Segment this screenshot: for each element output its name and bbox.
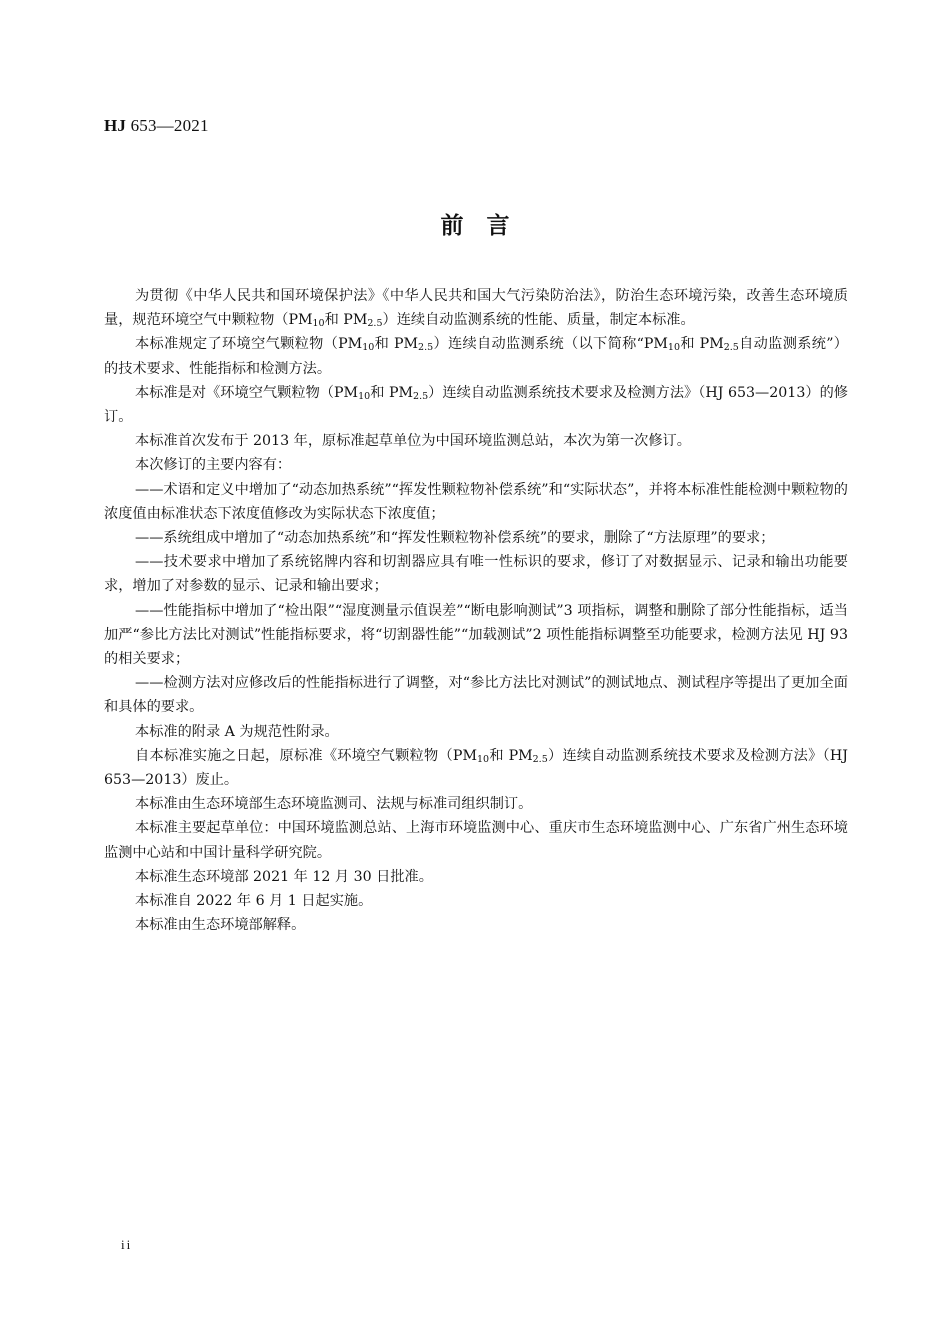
standard-code-header	[104, 116, 209, 136]
paragraph-drafters: 本标准主要起草单位：中国环境监测总站、上海市环境监测中心、重庆市生态环境监测中心、广东省广州生态环境监测中心站和中国计量科学研究院。	[104, 820, 848, 861]
paragraph-scope: 本标准规定了环境空气颗粒物（$PM_{10}$和 $PM_{2.5}$）连续自动监测系统（以下简称“$PM_{10}$和 $PM_{2.5}$自动监测系统”）的技术要求、性能指标和检测方法。	[104, 336, 848, 377]
paragraph-abolish: 自本标准实施之日起，原标准《环境空气颗粒物（$PM_{10}$和 $PM_{2.5}$）连续自动监测系统技术要求及检测方法》（HJ 653—2013）废止。	[104, 747, 848, 789]
paragraph-effective-date: 本标准自 2022 年 6 月 1 日起实施。	[135, 893, 373, 910]
paragraph-approval-date: 本标准生态环境部 2021 年 12 月 30 日批准。	[135, 868, 433, 885]
revision-item-terms: ——术语和定义中增加了“动态加热系统”“挥发性颗粒物补偿系统”和“实际状态”，并将本标准性能检测中颗粒物的浓度值由标准状态下浓度值修改为实际状态下浓度值；	[104, 481, 848, 522]
paragraph-revision-intro: 本次修订的主要内容有：	[135, 457, 292, 474]
paragraph-revision-note: 本标准是对《环境空气颗粒物（$PM_{10}$和 $PM_{2.5}$）连续自动监测系统技术要求及检测方法》（HJ 653—2013）的修订。	[104, 384, 848, 426]
paragraph-purpose: 为贯彻《中华人民共和国环境保护法》《中华人民共和国大气污染防治法》，防治生态环境污染，改善生态环境质量，规范环境空气中颗粒物（$PM_{10}$和 $PM_{2.5}$）连续自动监测系统的性能、质量，制定本标准。	[104, 288, 848, 330]
paragraph-first-release: 本标准首次发布于 2013 年，原标准起草单位为中国环境监测总站，本次为第一次修订。	[135, 433, 691, 450]
revision-item-technical: ——技术要求中增加了系统铭牌内容和切割器应具有唯一性标识的要求，修订了对数据显示、记录和输出功能要求，增加了对参数的显示、记录和输出要求；	[104, 554, 848, 595]
paragraph-interpretation: 本标准由生态环境部解释。	[135, 917, 306, 934]
paragraph-appendix: 本标准的附录 A 为规范性附录。	[135, 723, 339, 740]
revision-item-performance: ——性能指标中增加了“检出限”“湿度测量示值误差”“断电影响测试”3 项指标，调整和删除了部分性能指标，适当加严“参比方法比对测试”性能指标要求，将“切割器性能”“加载测试”2 项性能指标调整至功能要求，检测方法见 HJ 93 的相关要求；	[104, 602, 848, 668]
standard-code-number: 653—2021	[126, 116, 209, 135]
standard-code-prefix: HJ	[104, 116, 127, 135]
page-number: ii	[121, 1237, 133, 1252]
paragraph-organizer: 本标准由生态环境部生态环境监测司、法规与标准司组织制订。	[135, 796, 533, 813]
foreword-body	[104, 284, 848, 937]
page-title: 前 言	[440, 213, 510, 239]
revision-item-system: ——系统组成中增加了“动态加热系统”和“挥发性颗粒物补偿系统”的要求，删除了“方法原理”的要求；	[135, 530, 775, 547]
revision-item-methods: ——检测方法对应修改后的性能指标进行了调整，对“参比方法比对测试”的测试地点、测试程序等提出了更加全面和具体的要求。	[104, 675, 848, 716]
